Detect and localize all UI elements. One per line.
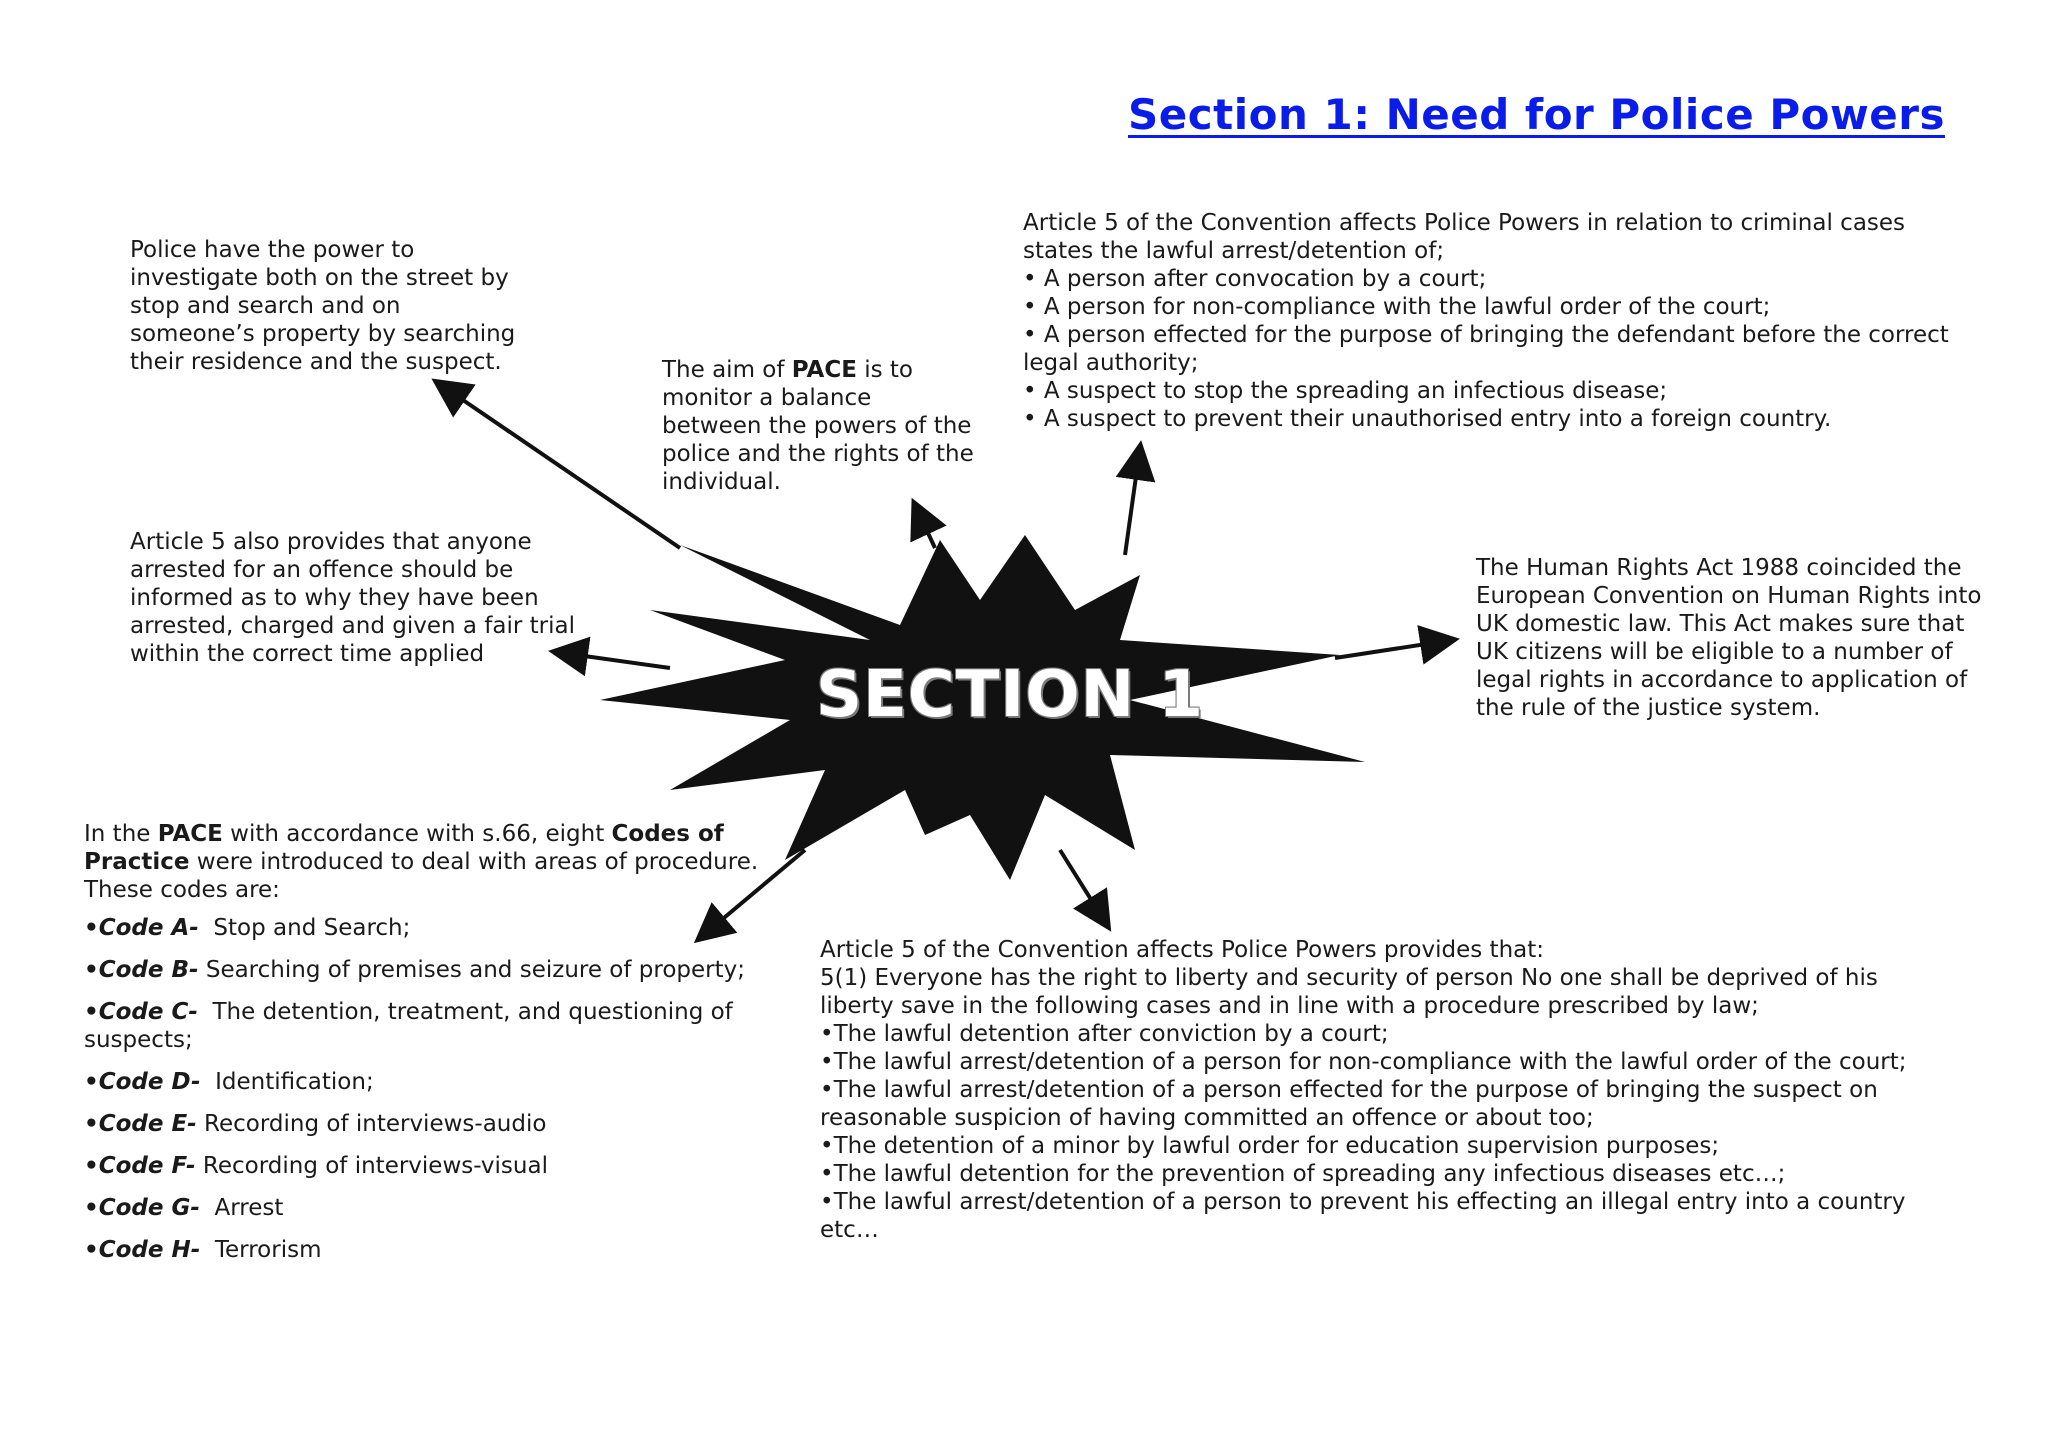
investigate-text: Police have the power to investigate both on the street by stop and search and on someone’s property by searching their residence and the suspect. [130,237,516,375]
article5-informed-text-block [130,528,600,668]
hra-text-block [1476,554,1996,722]
codes-intro [84,820,774,904]
pace-aim-bold: PACE [791,357,857,383]
code-label: •Code A- [84,915,199,941]
code-label: •Code E- [84,1111,197,1137]
article5-criminal-bullet: • A suspect to prevent their unauthorised entry into a foreign country. [1023,406,1832,432]
codes-intro-part: In the [84,821,158,847]
center-label: SECTION 1 [815,658,1205,732]
pace-aim-suffix: is to monitor a balance between the powers of the police and the rights of the individual. [662,357,974,495]
arrow-pace-aim [915,505,935,548]
code-text: Stop and Search; [198,915,411,941]
code-text: Arrest [199,1195,284,1221]
article5-criminal-bullet: • A person effected for the purpose of bringing the defendant before the correct legal authority; [1023,322,1949,376]
code-text: Searching of premises and seizure of property; [198,957,745,983]
code-text: Identification; [200,1069,374,1095]
code-item [84,956,774,984]
code-item [84,998,774,1054]
code-label: •Code F- [84,1153,196,1179]
codes-intro-codes-of-practice: Codes of Practice [84,821,724,875]
codes-intro-part: with accordance with s.66, eight [222,821,612,847]
codes-intro-pace: PACE [157,821,223,847]
codes-list [84,914,774,1264]
pace-aim-prefix: The aim of [662,357,792,383]
article5-criminal-bullet: • A person after convocation by a court; [1023,266,1487,292]
code-label: •Code B- [84,957,199,983]
article5-criminal-bullet: • A suspect to stop the spreading an infectious disease; [1023,378,1668,404]
article5-liberty-line: •The lawful arrest/detention of a person effected for the purpose of bringing the suspect on reasonable suspicion of having committed an offence or about too; [820,1077,1878,1131]
page-title: Section 1: Need for Police Powers [1128,90,1945,139]
article5-informed-text: Article 5 also provides that anyone arrested for an offence should be informed as to why they have been arrested, charged and given a fair trial within the correct time applied [130,529,575,667]
article5-liberty-line: •The lawful detention for the prevention of spreading any infectious diseases etc…; [820,1161,1786,1187]
code-item [84,1236,774,1264]
hra-text: The Human Rights Act 1988 coincided the European Convention on Human Rights into UK domestic law. This Act makes sure that UK citizens will be eligible to a number of legal rights in accordance to application of the rule of the justice system. [1476,555,1982,721]
article5-criminal-text-block [1023,209,1963,433]
article5-criminal-intro: Article 5 of the Convention affects Police Powers in relation to criminal cases states the lawful arrest/detention of; [1023,210,1906,264]
code-item [84,1068,774,1096]
code-text: The detention, treatment, and questioning of suspects; [84,999,741,1053]
pace-aim-text [662,356,977,496]
code-item [84,1110,774,1138]
article5-liberty-line: •The lawful arrest/detention of a person for non-compliance with the lawful order of the court; [820,1049,1907,1075]
article5-liberty-line: Article 5 of the Convention affects Police Powers provides that: [820,937,1545,963]
arrow-article5-criminal [1125,448,1140,555]
arrow-article5-liberty [1060,850,1107,925]
article5-liberty-line: •The lawful arrest/detention of a person to prevent his effecting an illegal entry into a country etc… [820,1189,1906,1243]
code-item [84,1194,774,1222]
article5-liberty-line: •The lawful detention after conviction by a court; [820,1021,1389,1047]
code-label: •Code G- [84,1195,200,1221]
article5-liberty-line: •The detention of a minor by lawful order for education supervision purposes; [820,1133,1720,1159]
codes-text-block [84,820,774,1278]
investigate-text-block [130,236,530,376]
codes-intro-part: were introduced to deal with areas of procedure. These codes are: [84,849,759,903]
code-text: Terrorism [200,1237,322,1263]
code-item [84,914,774,942]
code-item [84,1152,774,1180]
article5-criminal-bullet: • A person for non-compliance with the lawful order of the court; [1023,294,1771,320]
arrow-investigate [438,383,680,548]
pace-aim-text-block [662,356,977,496]
article5-liberty-text-block [820,936,1940,1244]
code-label: •Code H- [84,1237,201,1263]
code-text: Recording of interviews-audio [196,1111,547,1137]
code-label: •Code C- [84,999,198,1025]
article5-liberty-line: 5(1) Everyone has the right to liberty and security of person No one shall be deprived of his liberty save in the following cases and in line with a procedure prescribed by law; [820,965,1878,1019]
arrow-hra [1335,640,1452,658]
code-label: •Code D- [84,1069,201,1095]
code-text: Recording of interviews-visual [195,1153,548,1179]
